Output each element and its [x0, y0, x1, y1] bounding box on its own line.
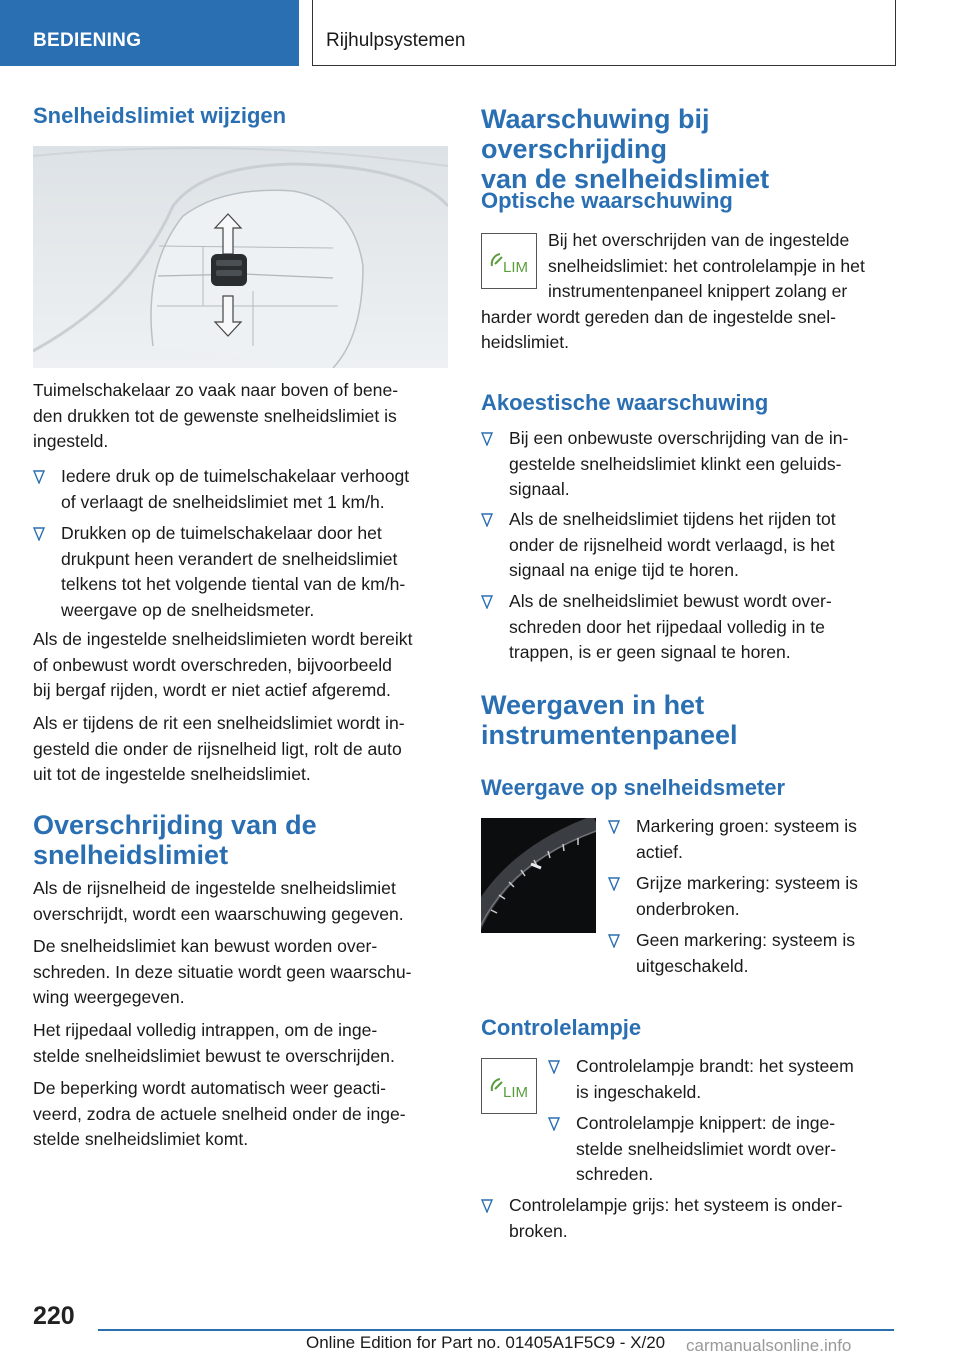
triangle-bullet-icon: [481, 513, 493, 527]
footer-divider: [98, 1329, 894, 1331]
triangle-bullet-icon: [481, 432, 493, 446]
triangle-bullet-icon: [608, 820, 620, 834]
steering-wheel-switch-image: [33, 146, 448, 368]
paragraph-optical-warning: Bij het overschrijden van de ingestelde snelheidslimiet: het controlelampje in het instrumentenpaneel knippert zolang er harder wordt gereden dan de ingestelde snel- heidslimiet.: [481, 230, 865, 352]
chapter-tab: [312, 0, 896, 66]
heading-indicator-lamp: Controlelampje: [481, 1015, 642, 1040]
triangle-bullet-icon: [548, 1060, 560, 1074]
heading-optical-warning: Optische waarschuwing: [481, 188, 733, 213]
paragraph-reactivation: De beperking wordt automatisch weer geacti- veerd, zodra de actuele snelheid onder de inge- stelde snelheidslimiet komt.: [33, 1078, 406, 1149]
rocker-switch-illustration: [33, 146, 448, 368]
list-item: Als de snelheidslimiet bewust wordt over- schreden door het rijpedaal volledig in te trappen, is er geen signaal te horen.: [481, 589, 893, 666]
paragraph-rocker-instructions: Tuimelschakelaar zo vaak naar boven of bene- den drukken tot de gewenste snelheidslimiet is ingesteld.: [33, 380, 399, 451]
edition-text: Online Edition for Part no. 01405A1F5C9 - X/20: [306, 1333, 666, 1352]
watermark: carmanualsonline.info: [686, 1336, 852, 1355]
chapter-title: Rijhulpsystemen: [326, 30, 466, 51]
triangle-bullet-icon: [33, 527, 45, 541]
speedometer-marking-illustration: [481, 818, 596, 933]
list-item: Controlelampje grijs: het systeem is onder- broken.: [481, 1193, 893, 1244]
paragraph-intentional-exceed: De snelheidslimiet kan bewust worden over- schreden. In deze situatie wordt geen waarschu- wing weergegeven.: [33, 936, 412, 1007]
page-number: 220: [33, 1302, 75, 1330]
page-header: [0, 0, 960, 66]
speedometer-image: [481, 818, 596, 933]
list-item: Als de snelheidslimiet tijdens het rijden tot onder de rijsnelheid wordt verlaagd, is het signaal na enige tijd te horen.: [481, 507, 893, 584]
list-item: Markering groen: systeem is actief.: [608, 814, 893, 865]
heading-exceeding-limit: Overschrijding van de snelheidslimiet: [33, 810, 317, 870]
heading-acoustic-warning: Akoestische waarschuwing: [481, 390, 769, 415]
list-item: Geen markering: systeem is uitgeschakeld.: [608, 928, 893, 979]
triangle-bullet-icon: [548, 1117, 560, 1131]
paragraph-pedal-kickdown: Het rijpedaal volledig intrappen, om de inge- stelde snelheidslimiet bewust te overschrijden.: [33, 1020, 395, 1066]
paragraph-coasting: Als er tijdens de rit een snelheidslimiet wordt in- gesteld die onder de rijsnelheid ligt, rolt de auto uit tot de ingestelde snelheidslimiet.: [33, 713, 405, 784]
heading-warning-exceeding: Waarschuwing bij overschrijding van de snelheidslimiet: [481, 104, 770, 194]
list-item: Controlelampje brandt: het systeem is ingeschakeld.: [548, 1054, 893, 1105]
triangle-bullet-icon: [481, 595, 493, 609]
list-item: Controlelampje knippert: de inge- stelde snelheidslimiet wordt over- schreden.: [548, 1111, 893, 1188]
paragraph-warning-given: Als de rijsnelheid de ingestelde snelheidslimiet overschrijdt, wordt een waarschuwing gegeven.: [33, 878, 404, 924]
heading-speedometer-display: Weergave op snelheidsmeter: [481, 775, 786, 800]
lim-indicator-icon: [481, 1058, 537, 1114]
triangle-bullet-icon: [608, 934, 620, 948]
paragraph-no-active-braking: Als de ingestelde snelheidslimieten wordt bereikt of onbewust wordt overschreden, bijvoorbeeld bij bergaf rijden, wordt er niet actief afgeremd.: [33, 629, 413, 700]
svg-text:LIM: LIM: [503, 1084, 529, 1101]
list-item: Iedere druk op de tuimelschakelaar verhoogt of verlaagt de snelheidslimiet met 1 km/h.: [33, 464, 448, 515]
list-item: Grijze markering: systeem is onderbroken.: [608, 871, 893, 922]
heading-speed-limit-change: Snelheidslimiet wijzigen: [33, 103, 287, 128]
heading-instrument-displays: Weergaven in het instrumentenpaneel: [481, 690, 738, 750]
triangle-bullet-icon: [33, 470, 45, 484]
section-title: BEDIENING: [33, 30, 142, 51]
list-item: Bij een onbewuste overschrijding van de in- gestelde snelheidslimiet klinkt een geluids- signaal.: [481, 426, 893, 503]
triangle-bullet-icon: [481, 1199, 493, 1213]
section-tab: [0, 0, 299, 66]
svg-text:LIM: LIM: [503, 259, 529, 276]
list-item: Drukken op de tuimelschakelaar door het drukpunt heen verandert de snelheidslimiet telkens tot het volgende tiental van de km/h- weergave op de snelheidsmeter.: [33, 521, 448, 623]
triangle-bullet-icon: [608, 877, 620, 891]
